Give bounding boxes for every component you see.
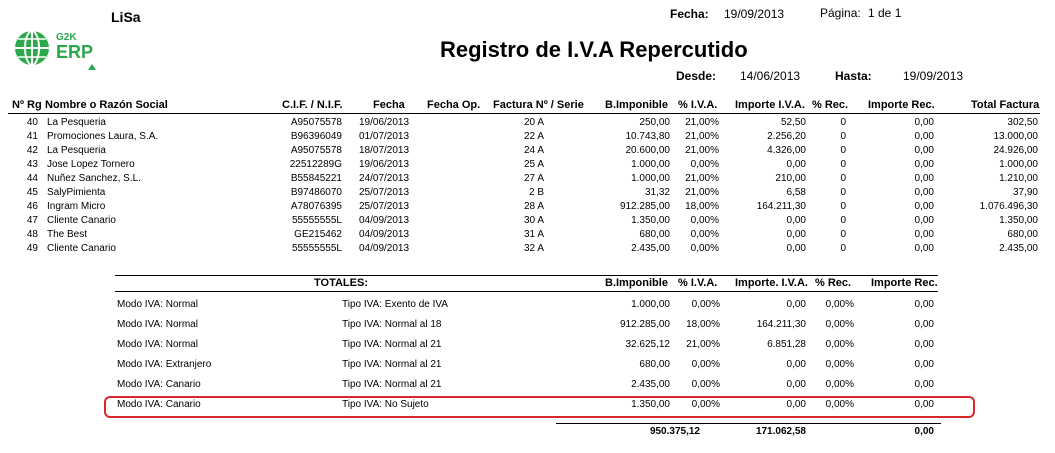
cell-base: 1.000,00: [631, 159, 670, 170]
cell-cif: A95075578: [290, 117, 342, 128]
cell-cif: 55555555L: [291, 243, 342, 254]
totals-cell-tipo: Tipo IVA: No Sujeto: [342, 399, 429, 410]
col-base: B.Imponible: [605, 99, 668, 111]
totals-cell-iiva: 6.851,28: [767, 339, 806, 350]
cell-iiva: 0,00: [786, 215, 806, 226]
totals-cell-prec: 0,00%: [825, 319, 854, 330]
totals-cell-irec: 0,00: [914, 319, 934, 330]
cell-base: 10.743,80: [625, 131, 670, 142]
cell-nrg: 41: [26, 131, 38, 142]
cell-irec: 0,00: [914, 215, 934, 226]
totals-cell-modo: Modo IVA: Normal: [117, 299, 198, 310]
cell-irec: 0,00: [914, 173, 934, 184]
cell-cif: A95075578: [290, 145, 342, 156]
totals-cell-iiva: 0,00: [786, 299, 806, 310]
totals-cell-prec: 0,00%: [825, 299, 854, 310]
grand-total-irec: 0,00: [914, 426, 934, 437]
cell-irec: 0,00: [914, 159, 934, 170]
cell-fecha: 18/07/2013: [359, 145, 410, 156]
report-title: Registro de I.V.A Repercutido: [440, 37, 748, 62]
cell-fecha: 24/07/2013: [359, 173, 410, 184]
totals-top-rule: [115, 275, 938, 276]
cell-prec: 0: [840, 117, 846, 128]
cell-irec: 0,00: [914, 187, 934, 198]
totals-cell-modo: Modo IVA: Canario: [117, 379, 201, 390]
totals-cell-prec: 0,00%: [825, 339, 854, 350]
totals-cell-irec: 0,00: [914, 339, 934, 350]
cell-total: 1.076.496,30: [979, 201, 1038, 212]
cell-factura: 20 A: [523, 117, 544, 128]
hasta-value: 19/09/2013: [903, 69, 964, 83]
totals-cell-prec: 0,00%: [825, 359, 854, 370]
cell-cif: A78076395: [290, 201, 342, 212]
cell-piva: 21,00%: [685, 131, 719, 142]
cell-iiva: 52,50: [780, 117, 806, 128]
cell-nrg: 43: [26, 159, 38, 170]
cell-factura: 32 A: [523, 243, 544, 254]
col-total: Total Factura: [971, 99, 1040, 111]
cell-prec: 0: [840, 159, 846, 170]
cell-base: 2.435,00: [631, 243, 670, 254]
cell-total: 1.000,00: [999, 159, 1038, 170]
cell-fecha: 04/09/2013: [359, 229, 410, 240]
cell-iiva: 4.326,00: [767, 145, 806, 156]
col-nrg: Nº Rg: [12, 99, 42, 111]
cell-factura: 28 A: [523, 201, 544, 212]
cell-iiva: 210,00: [775, 173, 806, 184]
totals-cell-base: 2.435,00: [631, 379, 670, 390]
cell-piva: 18,00%: [685, 201, 719, 212]
fecha-label: Fecha:: [670, 7, 709, 21]
cell-piva: 0,00%: [690, 243, 719, 254]
cell-base: 20.600,00: [625, 145, 670, 156]
cell-nrg: 40: [26, 117, 38, 128]
cell-piva: 0,00%: [690, 215, 719, 226]
cell-prec: 0: [840, 243, 846, 254]
totals-cell-tipo: Tipo IVA: Normal al 21: [342, 339, 442, 350]
totals-cell-iiva: 0,00: [786, 399, 806, 410]
col-fecha: Fecha: [373, 99, 405, 111]
totals-cell-iiva: 164.211,30: [756, 319, 806, 330]
cell-fecha: 04/09/2013: [359, 243, 410, 254]
cell-base: 250,00: [639, 117, 670, 128]
cell-iiva: 164.211,30: [756, 201, 806, 212]
grand-total-base: 950.375,12: [649, 426, 700, 437]
cell-prec: 0: [840, 229, 846, 240]
cell-nombre: Cliente Canario: [47, 215, 116, 226]
totals-label: TOTALES:: [314, 277, 368, 289]
cell-factura: 24 A: [523, 145, 544, 156]
cell-total: 13.000,00: [993, 131, 1038, 142]
totals-cell-piva: 21,00%: [686, 339, 720, 350]
cell-nombre: Promociones Laura, S.A.: [47, 131, 159, 142]
totals-cell-base: 1.000,00: [631, 299, 670, 310]
fecha-value: 19/09/2013: [724, 7, 785, 21]
totals-header-rule: [115, 291, 938, 292]
cell-iiva: 0,00: [786, 243, 806, 254]
logo-top-text: G2K: [56, 32, 77, 43]
cell-piva: 21,00%: [685, 187, 719, 198]
cell-prec: 0: [840, 131, 846, 142]
cell-nrg: 49: [26, 243, 38, 254]
col-prec: % Rec.: [812, 99, 849, 111]
company-name: LiSa: [111, 9, 141, 25]
grand-total-rule: [556, 423, 941, 424]
cell-prec: 0: [840, 145, 846, 156]
cell-nrg: 44: [26, 173, 38, 184]
totals-cell-piva: 18,00%: [686, 319, 720, 330]
totals-cell-tipo: Tipo IVA: Normal al 18: [342, 319, 442, 330]
hasta-label: Hasta:: [835, 69, 872, 83]
cell-cif: B96396049: [290, 131, 342, 142]
totals-cell-tipo: Tipo IVA: Normal al 21: [342, 379, 442, 390]
cell-total: 680,00: [1007, 229, 1038, 240]
cell-fecha: 25/07/2013: [359, 187, 410, 198]
cell-total: 302,50: [1007, 117, 1038, 128]
totals-cell-base: 912.285,00: [619, 319, 670, 330]
cell-irec: 0,00: [914, 243, 934, 254]
cell-nombre: Nuñez Sanchez, S.L.: [47, 173, 141, 184]
cell-factura: 27 A: [523, 173, 544, 184]
cell-nrg: 45: [26, 187, 38, 198]
col-factura: Factura Nº / Serie: [493, 99, 584, 111]
cell-fecha: 25/07/2013: [359, 201, 410, 212]
cell-cif: 55555555L: [291, 215, 342, 226]
cell-nrg: 47: [26, 215, 38, 226]
totals-cell-piva: 0,00%: [691, 359, 720, 370]
cell-fecha: 04/09/2013: [359, 215, 410, 226]
cell-nrg: 46: [26, 201, 38, 212]
totals-cell-irec: 0,00: [914, 299, 934, 310]
pagina-label: Página:: [820, 6, 861, 20]
totals-cell-base: 680,00: [639, 359, 670, 370]
totals-col-irec: Importe Rec.: [871, 277, 938, 289]
cell-irec: 0,00: [914, 131, 934, 142]
cell-piva: 21,00%: [685, 117, 719, 128]
totals-cell-piva: 0,00%: [691, 399, 720, 410]
col-irec: Importe Rec.: [868, 99, 935, 111]
totals-cell-base: 1.350,00: [631, 399, 670, 410]
cell-nombre: SalyPimienta: [47, 187, 106, 198]
cell-nrg: 48: [26, 229, 38, 240]
cell-irec: 0,00: [914, 145, 934, 156]
totals-cell-piva: 0,00%: [691, 299, 720, 310]
cell-piva: 21,00%: [685, 173, 719, 184]
cell-irec: 0,00: [914, 201, 934, 212]
totals-cell-piva: 0,00%: [691, 379, 720, 390]
cell-fecha: 19/06/2013: [359, 159, 410, 170]
cell-nombre: La Pesqueria: [47, 117, 106, 128]
totals-cell-modo: Modo IVA: Normal: [117, 319, 198, 330]
cell-cif: GE215462: [294, 229, 342, 240]
cell-factura: 30 A: [523, 215, 544, 226]
cell-irec: 0,00: [914, 229, 934, 240]
cell-nrg: 42: [26, 145, 38, 156]
cell-piva: 0,00%: [690, 159, 719, 170]
totals-cell-modo: Modo IVA: Normal: [117, 339, 198, 350]
cell-total: 24.926,00: [993, 145, 1038, 156]
totals-cell-iiva: 0,00: [786, 379, 806, 390]
desde-label: Desde:: [676, 69, 717, 83]
totals-col-prec: % Rec.: [815, 277, 852, 289]
cell-base: 680,00: [639, 229, 670, 240]
totals-cell-prec: 0,00%: [825, 379, 854, 390]
col-piva: % I.V.A.: [678, 99, 718, 111]
cell-prec: 0: [840, 201, 846, 212]
totals-cell-irec: 0,00: [914, 399, 934, 410]
cell-total: 1.350,00: [999, 215, 1038, 226]
cell-factura: 31 A: [523, 229, 544, 240]
cell-cif: B55845221: [290, 173, 342, 184]
cell-factura: 22 A: [523, 131, 544, 142]
pagina-value: 1 de 1: [868, 6, 902, 20]
cell-total: 37,90: [1012, 187, 1038, 198]
cell-fecha: 19/06/2013: [359, 117, 410, 128]
cell-total: 2.435,00: [999, 243, 1038, 254]
totals-cell-base: 32.625,12: [625, 339, 670, 350]
totals-cell-irec: 0,00: [914, 359, 934, 370]
totals-cell-irec: 0,00: [914, 379, 934, 390]
cell-prec: 0: [840, 187, 846, 198]
col-nombre: Nombre o Razón Social: [45, 99, 168, 111]
totals-cell-modo: Modo IVA: Canario: [117, 399, 201, 410]
cell-base: 31,32: [644, 187, 670, 198]
cell-nombre: Jose Lopez Tornero: [47, 159, 135, 170]
cell-fecha: 01/07/2013: [359, 131, 410, 142]
cell-nombre: Ingram Micro: [47, 201, 106, 212]
cell-base: 1.350,00: [631, 215, 670, 226]
cell-nombre: La Pesqueria: [47, 145, 106, 156]
cell-cif: B97486070: [290, 187, 342, 198]
cell-irec: 0,00: [914, 117, 934, 128]
totals-cell-modo: Modo IVA: Extranjero: [117, 359, 212, 370]
totals-col-piva: % I.V.A.: [678, 277, 718, 289]
totals-cell-iiva: 0,00: [786, 359, 806, 370]
cell-nombre: The Best: [47, 229, 88, 240]
logo-bottom-text: ERP: [56, 42, 94, 62]
cell-nombre: Cliente Canario: [47, 243, 116, 254]
highlight-box: [104, 396, 975, 418]
col-cif: C.I.F. / N.I.F.: [282, 99, 343, 111]
col-fecha-op: Fecha Op.: [427, 99, 481, 111]
totals-col-base: B.Imponible: [605, 277, 668, 289]
cell-factura: 25 A: [523, 159, 544, 170]
cell-iiva: 2.256,20: [767, 131, 806, 142]
totals-cell-prec: 0,00%: [825, 399, 854, 410]
grand-total-iiva: 171.062,58: [755, 426, 806, 437]
g2k-erp-logo: [12, 28, 102, 76]
cell-iiva: 6,58: [786, 187, 806, 198]
cell-factura: 2 B: [528, 187, 544, 198]
totals-col-iiva: Importe. I.V.A.: [735, 277, 808, 289]
cell-piva: 21,00%: [685, 145, 719, 156]
cell-iiva: 0,00: [786, 159, 806, 170]
cell-total: 1.210,00: [999, 173, 1038, 184]
cell-cif: 22512289G: [289, 159, 342, 170]
cell-prec: 0: [840, 215, 846, 226]
header-rule: [8, 113, 1040, 114]
cell-iiva: 0,00: [786, 229, 806, 240]
cell-prec: 0: [840, 173, 846, 184]
col-iiva: Importe I.V.A.: [735, 99, 805, 111]
cell-base: 1.000,00: [631, 173, 670, 184]
cell-piva: 0,00%: [690, 229, 719, 240]
totals-cell-tipo: Tipo IVA: Exento de IVA: [342, 299, 448, 310]
desde-value: 14/06/2013: [740, 69, 801, 83]
cell-base: 912.285,00: [619, 201, 670, 212]
totals-cell-tipo: Tipo IVA: Normal al 21: [342, 359, 442, 370]
